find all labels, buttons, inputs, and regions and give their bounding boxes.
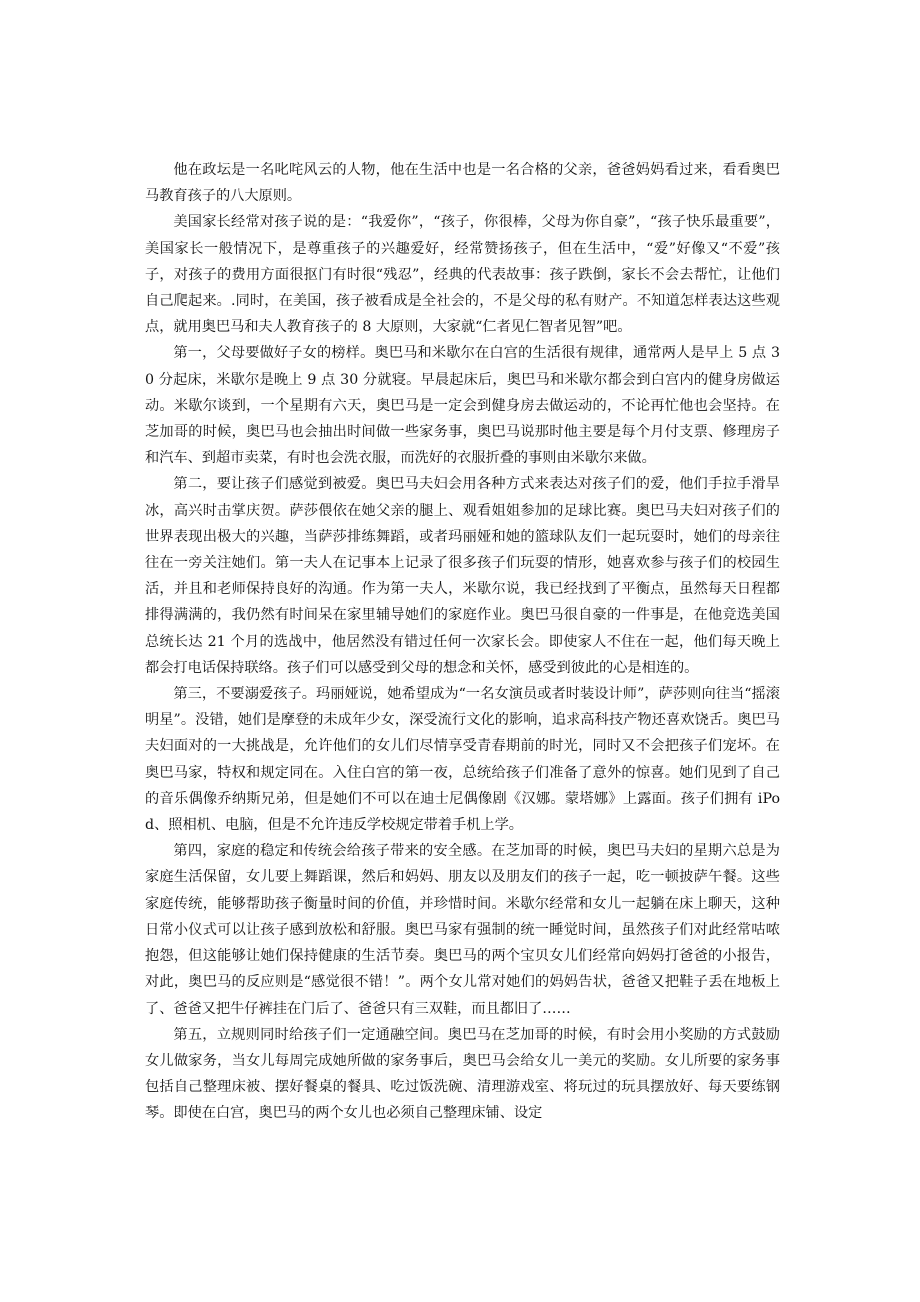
principle-3-paragraph: 第三，不要溺爱孩子。玛丽娅说，她希望成为“一名女演员或者时装设计师”，萨莎则向往当“摇滚明星”。没错，她们是摩登的未成年少女，深受流行文化的影响，追求高科技产物还喜欢饶舌。奥巴马夫妇面对的一大挑战是，允许他们的女儿们尽情享受青春期前的时光，同时又不会把孩子们宠坏。在奥巴马家，特权和规定同在。入住白宫的第一夜，总统给孩子们准备了意外的惊喜。她们见到了自己的音乐偶像乔纳斯兄弟，但是她们不可以在迪士尼偶像剧《汉娜。蒙塔娜》上露面。孩子们拥有 iPod、照相机、电脑，但是不允许违反学校规定带着手机上学。	[145, 686, 780, 834]
principle-2-paragraph: 第二，要让孩子们感觉到被爱。奥巴马夫妇会用各种方式来表达对孩子们的爱，他们手拉手滑旱冰，高兴时击掌庆贺。萨莎偎依在她父亲的腿上、观看姐姐参加的足球比赛。奥巴马夫妇对孩子们的世界表现出极大的兴趣，当萨莎排练舞蹈，或者玛丽娅和她的篮球队友们一起玩耍时，她们的母亲往往在一旁关注她们。第一夫人在记事本上记录了很多孩子们玩耍的情形，她喜欢参与孩子们的校园生活，并且和老师保持良好的沟通。作为第一夫人，米歇尔说，我已经找到了平衡点，虽然每天日程都排得满满的，我仍然有时间呆在家里辅导她们的家庭作业。奥巴马很自豪的一件事是，在他竞选美国总统长达 21 个月的选战中，他居然没有错过任何一次家长会。即使家人不住在一起，他们每天晚上都会打电话保持联络。孩子们可以感受到父母的想念和关怀，感受到彼此的心是相连的。	[145, 476, 780, 676]
principle-4-paragraph: 第四，家庭的稳定和传统会给孩子带来的安全感。在芝加哥的时候，奥巴马夫妇的星期六总是为家庭生活保留，女儿要上舞蹈课，然后和妈妈、朋友以及朋友们的孩子一起，吃一顿披萨午餐。这些家庭传统，能够帮助孩子衡量时间的价值，并珍惜时间。米歇尔经常和女儿一起躺在床上聊天，这种日常小仪式可以让孩子感到放松和舒服。奥巴马家有强制的统一睡觉时间，虽然孩子们对此经常咕哝抱怨，但这能够让她们保持健康的生活节奏。奥巴马的两个宝贝女儿们经常向妈妈打爸爸的小报告，对此，奥巴马的反应则是“感觉很不错！”。两个女儿常对她们的妈妈告状，爸爸又把鞋子丢在地板上了、爸爸又把牛仔裤挂在门后了、爸爸只有三双鞋，而且都旧了……	[145, 843, 780, 1017]
parenting-context-paragraph: 美国家长经常对孩子说的是：“我爱你”，“孩子，你很棒，父母为你自豪”，“孩子快乐最重要”，美国家长一般情况下，是尊重孩子的兴趣爱好，经常赞扬孩子，但在生活中，“爱”好像又“不爱”孩子，对孩子的费用方面很抠门有时很“残忍”，经典的代表故事：孩子跌倒，家长不会去帮忙，让他们自己爬起来。.同时，在美国，孩子被看成是全社会的，不是父母的私有财产。不知道怎样表达这些观点，就用奥巴马和夫人教育孩子的 8 大原则，大家就“仁者见仁智者见智”吧。	[145, 214, 780, 336]
intro-paragraph: 他在政坛是一名叱咤风云的人物，他在生活中也是一名合格的父亲，爸爸妈妈看过来，看看奥巴马教育孩子的八大原则。	[145, 162, 780, 205]
document-body	[145, 157, 780, 1127]
principle-5-paragraph: 第五，立规则同时给孩子们一定通融空间。奥巴马在芝加哥的时候，有时会用小奖励的方式鼓励女儿做家务，当女儿每周完成她所做的家务事后，奥巴马会给女儿一美元的奖励。女儿所要的家务事包括自己整理床被、摆好餐桌的餐具、吃过饭洗碗、清理游戏室、将玩过的玩具摆放好、每天要练钢琴。即使在白宫，奥巴马的两个女儿也必须自己整理床铺、设定	[145, 1026, 780, 1122]
principle-1-paragraph: 第一，父母要做好子女的榜样。奥巴马和米歇尔在白宫的生活很有规律，通常两人是早上 5 点 30 分起床，米歇尔是晚上 9 点 30 分就寝。早晨起床后，奥巴马和米歇尔都会到白宫内的健身房做运动。米歇尔谈到，一个星期有六天，奥巴马是一定会到健身房去做运动的，不论再忙他也会坚持。在芝加哥的时候，奥巴马也会抽出时间做一些家务事，奥巴马说那时他主要是每个月付支票、修理房子和汽车、到超市卖菜，有时也会洗衣服，而洗好的衣服折叠的事则由米歇尔来做。	[145, 345, 780, 467]
